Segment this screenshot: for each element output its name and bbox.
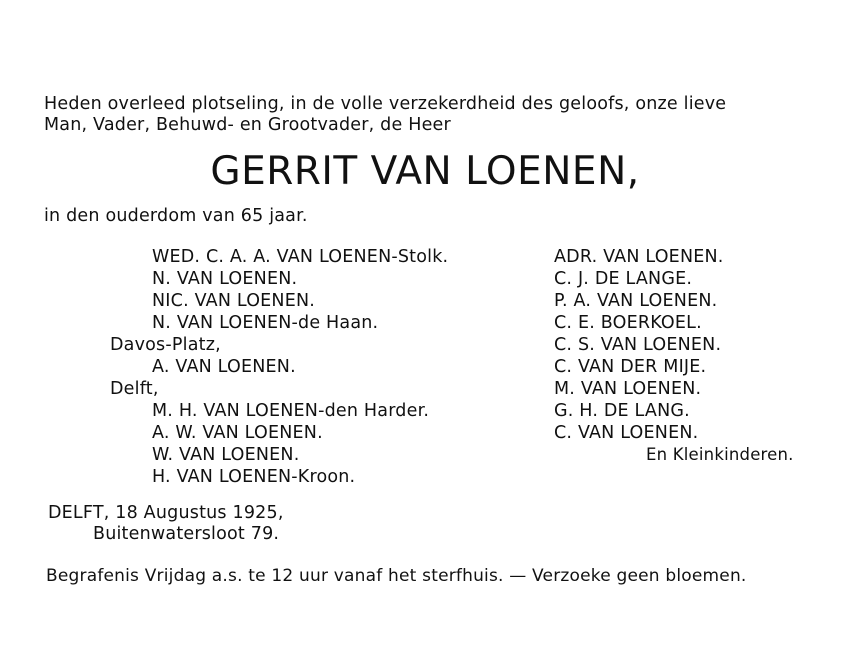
age-line: in den ouderdom van 65 jaar. — [44, 206, 308, 226]
place-date: DELFT, 18 Augustus 1925, — [48, 503, 284, 523]
family-member: WED. C. A. A. VAN LOENEN-Stolk. — [152, 247, 449, 267]
family-member: H. VAN LOENEN-Kroon. — [152, 467, 356, 487]
family-member: C. VAN DER MIJE. — [554, 357, 707, 377]
family-member: P. A. VAN LOENEN. — [554, 291, 718, 311]
family-member: NIC. VAN LOENEN. — [152, 291, 316, 311]
intro-line-2: Man, Vader, Behuwd- en Grootvader, de Heer — [44, 115, 451, 135]
family-member: W. VAN LOENEN. — [152, 445, 300, 465]
family-place: Davos-Platz, — [110, 335, 221, 355]
family-member: C. E. BOERKOEL. — [554, 313, 702, 333]
deceased-name: GERRIT VAN LOENEN, — [210, 149, 640, 194]
intro-line-1: Heden overleed plotseling, in de volle verzekerdheid des geloofs, onze lieve — [44, 94, 727, 114]
family-member: A. W. VAN LOENEN. — [152, 423, 323, 443]
family-member: G. H. DE LANG. — [554, 401, 690, 421]
grandchildren-line: En Kleinkinderen. — [646, 445, 794, 464]
family-member: C. J. DE LANGE. — [554, 269, 693, 289]
family-member: N. VAN LOENEN. — [152, 269, 298, 289]
family-member: C. VAN LOENEN. — [554, 423, 699, 443]
family-place: Delft, — [110, 379, 159, 399]
family-member: A. VAN LOENEN. — [152, 357, 296, 377]
family-member: M. H. VAN LOENEN-den Harder. — [152, 401, 430, 421]
funeral-note: Begrafenis Vrijdag a.s. te 12 uur vanaf het sterfhuis. — Verzoeke geen bloemen. — [46, 566, 747, 586]
family-member: ADR. VAN LOENEN. — [554, 247, 724, 267]
address: Buitenwatersloot 79. — [93, 524, 280, 544]
family-member: M. VAN LOENEN. — [554, 379, 702, 399]
family-member: N. VAN LOENEN-de Haan. — [152, 313, 379, 333]
family-member: C. S. VAN LOENEN. — [554, 335, 722, 355]
